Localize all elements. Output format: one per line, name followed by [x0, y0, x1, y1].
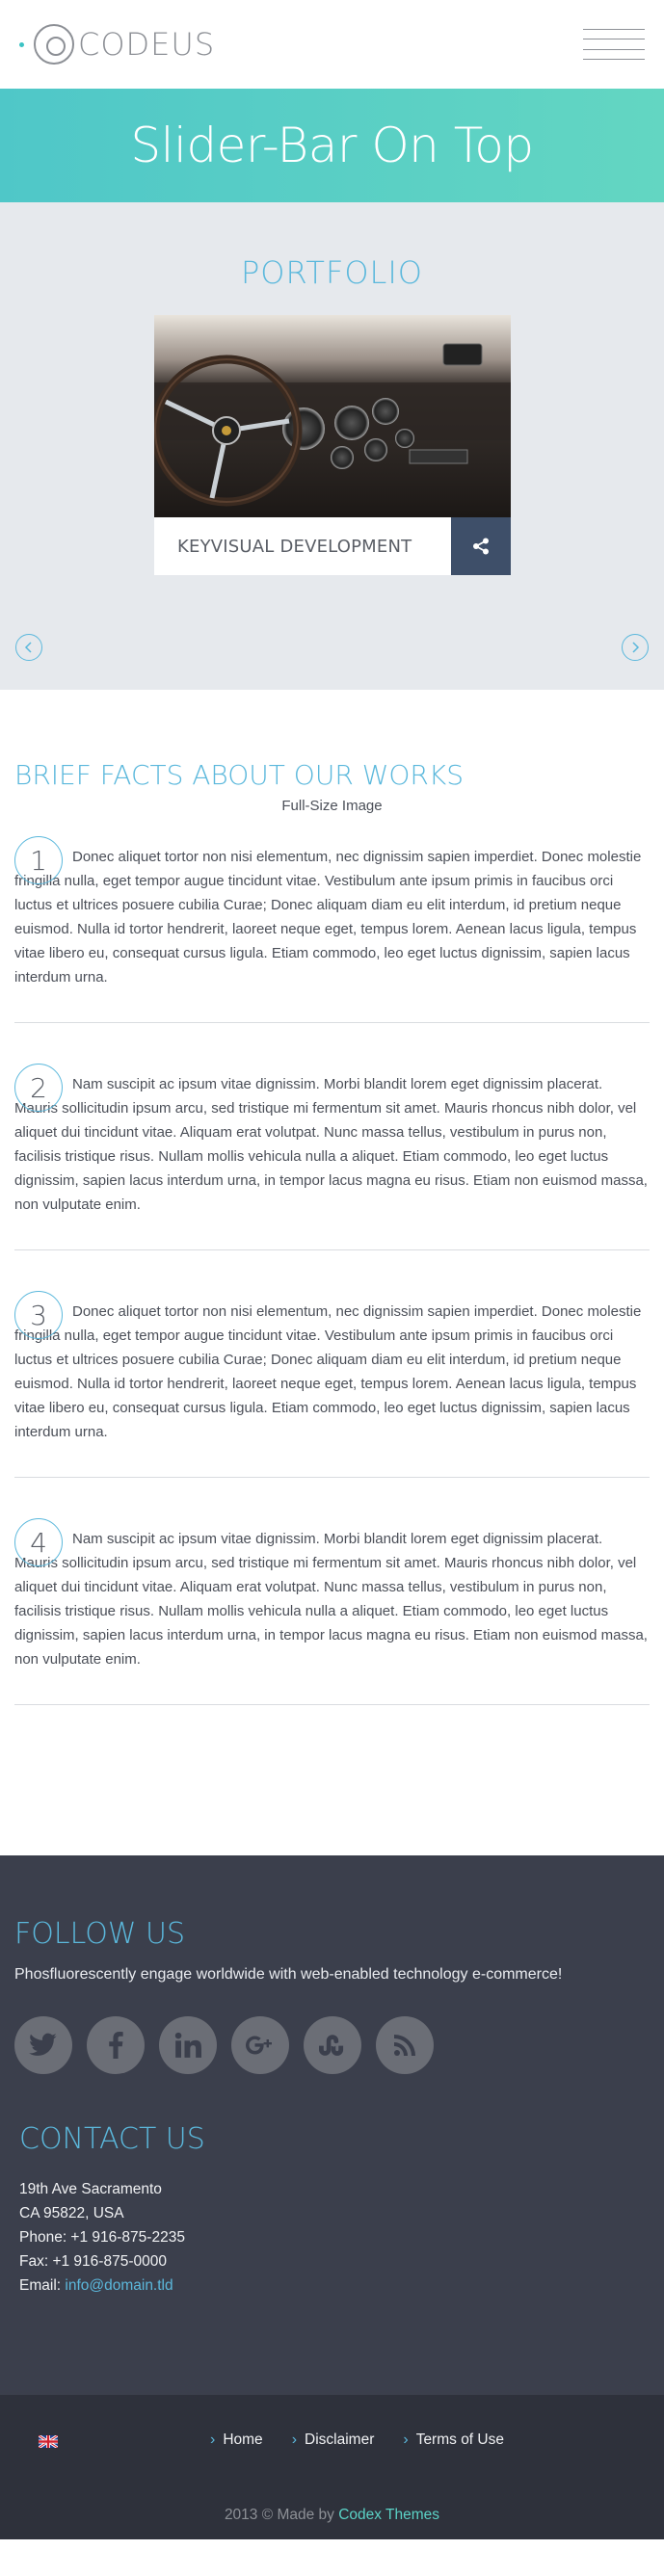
footer-link-label: Terms of Use	[415, 2431, 504, 2448]
fact-number: 3	[14, 1291, 63, 1339]
fact-number: 1	[14, 836, 63, 884]
rss-icon[interactable]	[376, 2016, 434, 2074]
fact-number: 2	[14, 1064, 63, 1112]
codex-themes-link[interactable]: Codex Themes	[338, 2507, 440, 2523]
slide-caption-text: KEYVISUAL DEVELOPMENT	[177, 536, 412, 557]
chevron-right-icon: ›	[403, 2431, 409, 2448]
chevron-left-icon[interactable]	[15, 634, 42, 661]
email-link[interactable]: info@domain.tld	[65, 2277, 173, 2294]
twitter-icon[interactable]	[14, 2016, 72, 2074]
footer-link-label: Disclaimer	[305, 2431, 375, 2448]
footer-link-disclaimer[interactable]	[292, 2431, 375, 2449]
footer	[0, 1855, 664, 2395]
slide-caption	[154, 517, 511, 575]
fact-text: Donec aliquet tortor non nisi elementum, nec dignissim sapien imperdiet. Donec molestie fringilla nulla, eget tempor augue tincidunt vitae. Vestibulum ante ipsum primis in faucibus orci luctus et ultrices posuere cubilia Curae; Donec aliquam diam eu elit interdum, id pretium neque euismod. Nulla id tortor hendrerit, laoreet neque eget, tempus lorem. Aenean lacus ligula, tempus vitae libero eu, consequat cursus ligula. Etiam commodo, leo eget luctus dignissim, sapien lacus interdum urna.	[14, 849, 642, 986]
page-banner	[0, 89, 664, 202]
fact-text: Nam suscipit ac ipsum vitae dignissim. Morbi blandit lorem eget dignissim placerat. Mauris sollicitudin ipsum arcu, sed tristique mi fermentum sit amet. Mauris rhoncus nibh dolor, vel aliquet dui tincidunt vitae. Aliquam erat volutpat. Nunc massa tellus, vestibulum in purus non, facilisis tristique risus. Nullam mollis vehicula nulla a aliquet. Etiam commodo, leo eget luctus dignissim, sapien lacus interdum urna, in tempor lacus magna eu risus. Etiam non euismod massa, non vulputate enim.	[14, 1076, 648, 1213]
fact-text: Nam suscipit ac ipsum vitae dignissim. Morbi blandit lorem eget dignissim placerat. Mauris sollicitudin ipsum arcu, sed tristique mi fermentum sit amet. Mauris rhoncus nibh dolor, vel aliquet dui tincidunt vitae. Aliquam erat volutpat. Nunc massa tellus, vestibulum in purus non, facilisis tristique risus. Nullam mollis vehicula nulla a aliquet. Etiam commodo, leo eget luctus dignissim, sapien lacus interdum urna, in tempor lacus magna eu risus. Etiam non euismod massa, non vulputate enim.	[14, 1531, 648, 1668]
share-icon[interactable]	[451, 517, 511, 575]
portfolio-title: PORTFOLIO	[241, 254, 423, 291]
copyright	[0, 2507, 664, 2524]
email-row	[19, 2274, 650, 2298]
footer-link-home[interactable]	[210, 2431, 263, 2449]
stumbleupon-icon[interactable]	[304, 2016, 361, 2074]
logo[interactable]	[19, 23, 215, 66]
linkedin-icon[interactable]	[159, 2016, 217, 2074]
contact-details	[14, 2177, 650, 2298]
fact-item	[14, 836, 650, 1023]
google-plus-icon[interactable]	[231, 2016, 289, 2074]
facts-section	[0, 690, 664, 1855]
chevron-right-icon: ›	[210, 2431, 216, 2448]
portfolio-slide[interactable]	[154, 315, 511, 575]
chevron-right-icon: ›	[291, 2431, 298, 2448]
phone-number: Phone: +1 916-875-2235	[19, 2229, 185, 2246]
fact-item	[14, 1478, 650, 1705]
uk-flag-icon[interactable]	[39, 2435, 58, 2448]
fax-number: Fax: +1 916-875-0000	[19, 2253, 167, 2270]
fact-number: 4	[14, 1518, 63, 1566]
site-header	[0, 0, 664, 89]
facts-title: BRIEF FACTS ABOUT OUR WORKS	[14, 759, 465, 791]
fact-text: Donec aliquet tortor non nisi elementum, nec dignissim sapien imperdiet. Donec molestie fringilla nulla, eget tempor augue tincidunt vitae. Vestibulum ante ipsum primis in faucibus orci luctus et ultrices posuere cubilia Curae; Donec aliquam diam eu elit interdum, id pretium neque euismod. Nulla id tortor hendrerit, laoreet neque eget, tempus lorem. Aenean lacus ligula, tempus vitae libero eu, consequat cursus ligula. Etiam commodo, leo eget luctus dignissim, sapien lacus interdum urna.	[14, 1303, 642, 1440]
footer-nav	[210, 2431, 533, 2449]
footer-link-label: Home	[223, 2431, 263, 2448]
follow-us-text: Phosfluorescently engage worldwide with web-enabled technology e-commerce!	[14, 1966, 563, 1983]
fullsize-row	[0, 798, 664, 815]
follow-us-title: FOLLOW US	[14, 1917, 186, 1951]
fact-item	[14, 1250, 650, 1478]
address-line-2: CA 95822, USA	[19, 2205, 124, 2221]
fullsize-image-link[interactable]: Full-Size Image	[281, 798, 383, 814]
slide-image[interactable]	[154, 315, 511, 517]
page-title: Slider-Bar On Top	[130, 118, 534, 173]
chevron-right-icon[interactable]	[622, 634, 649, 661]
address-line-1: 19th Ave Sacramento	[19, 2181, 162, 2197]
hamburger-icon[interactable]	[583, 29, 645, 60]
footer-link-terms[interactable]	[403, 2431, 504, 2449]
fact-item	[14, 1023, 650, 1250]
facebook-icon[interactable]	[87, 2016, 145, 2074]
logo-mark-icon	[34, 24, 74, 65]
logo-text: CODEUS	[78, 26, 216, 63]
logo-dot	[19, 42, 24, 47]
copyright-text: 2013 © Made by	[224, 2507, 339, 2523]
facts-list	[14, 836, 650, 1705]
email-label: Email:	[19, 2277, 66, 2294]
bottom-bar	[0, 2395, 664, 2539]
section-spacer	[14, 1705, 650, 1855]
social-links	[14, 2016, 650, 2074]
contact-us-title: CONTACT US	[19, 2122, 205, 2156]
